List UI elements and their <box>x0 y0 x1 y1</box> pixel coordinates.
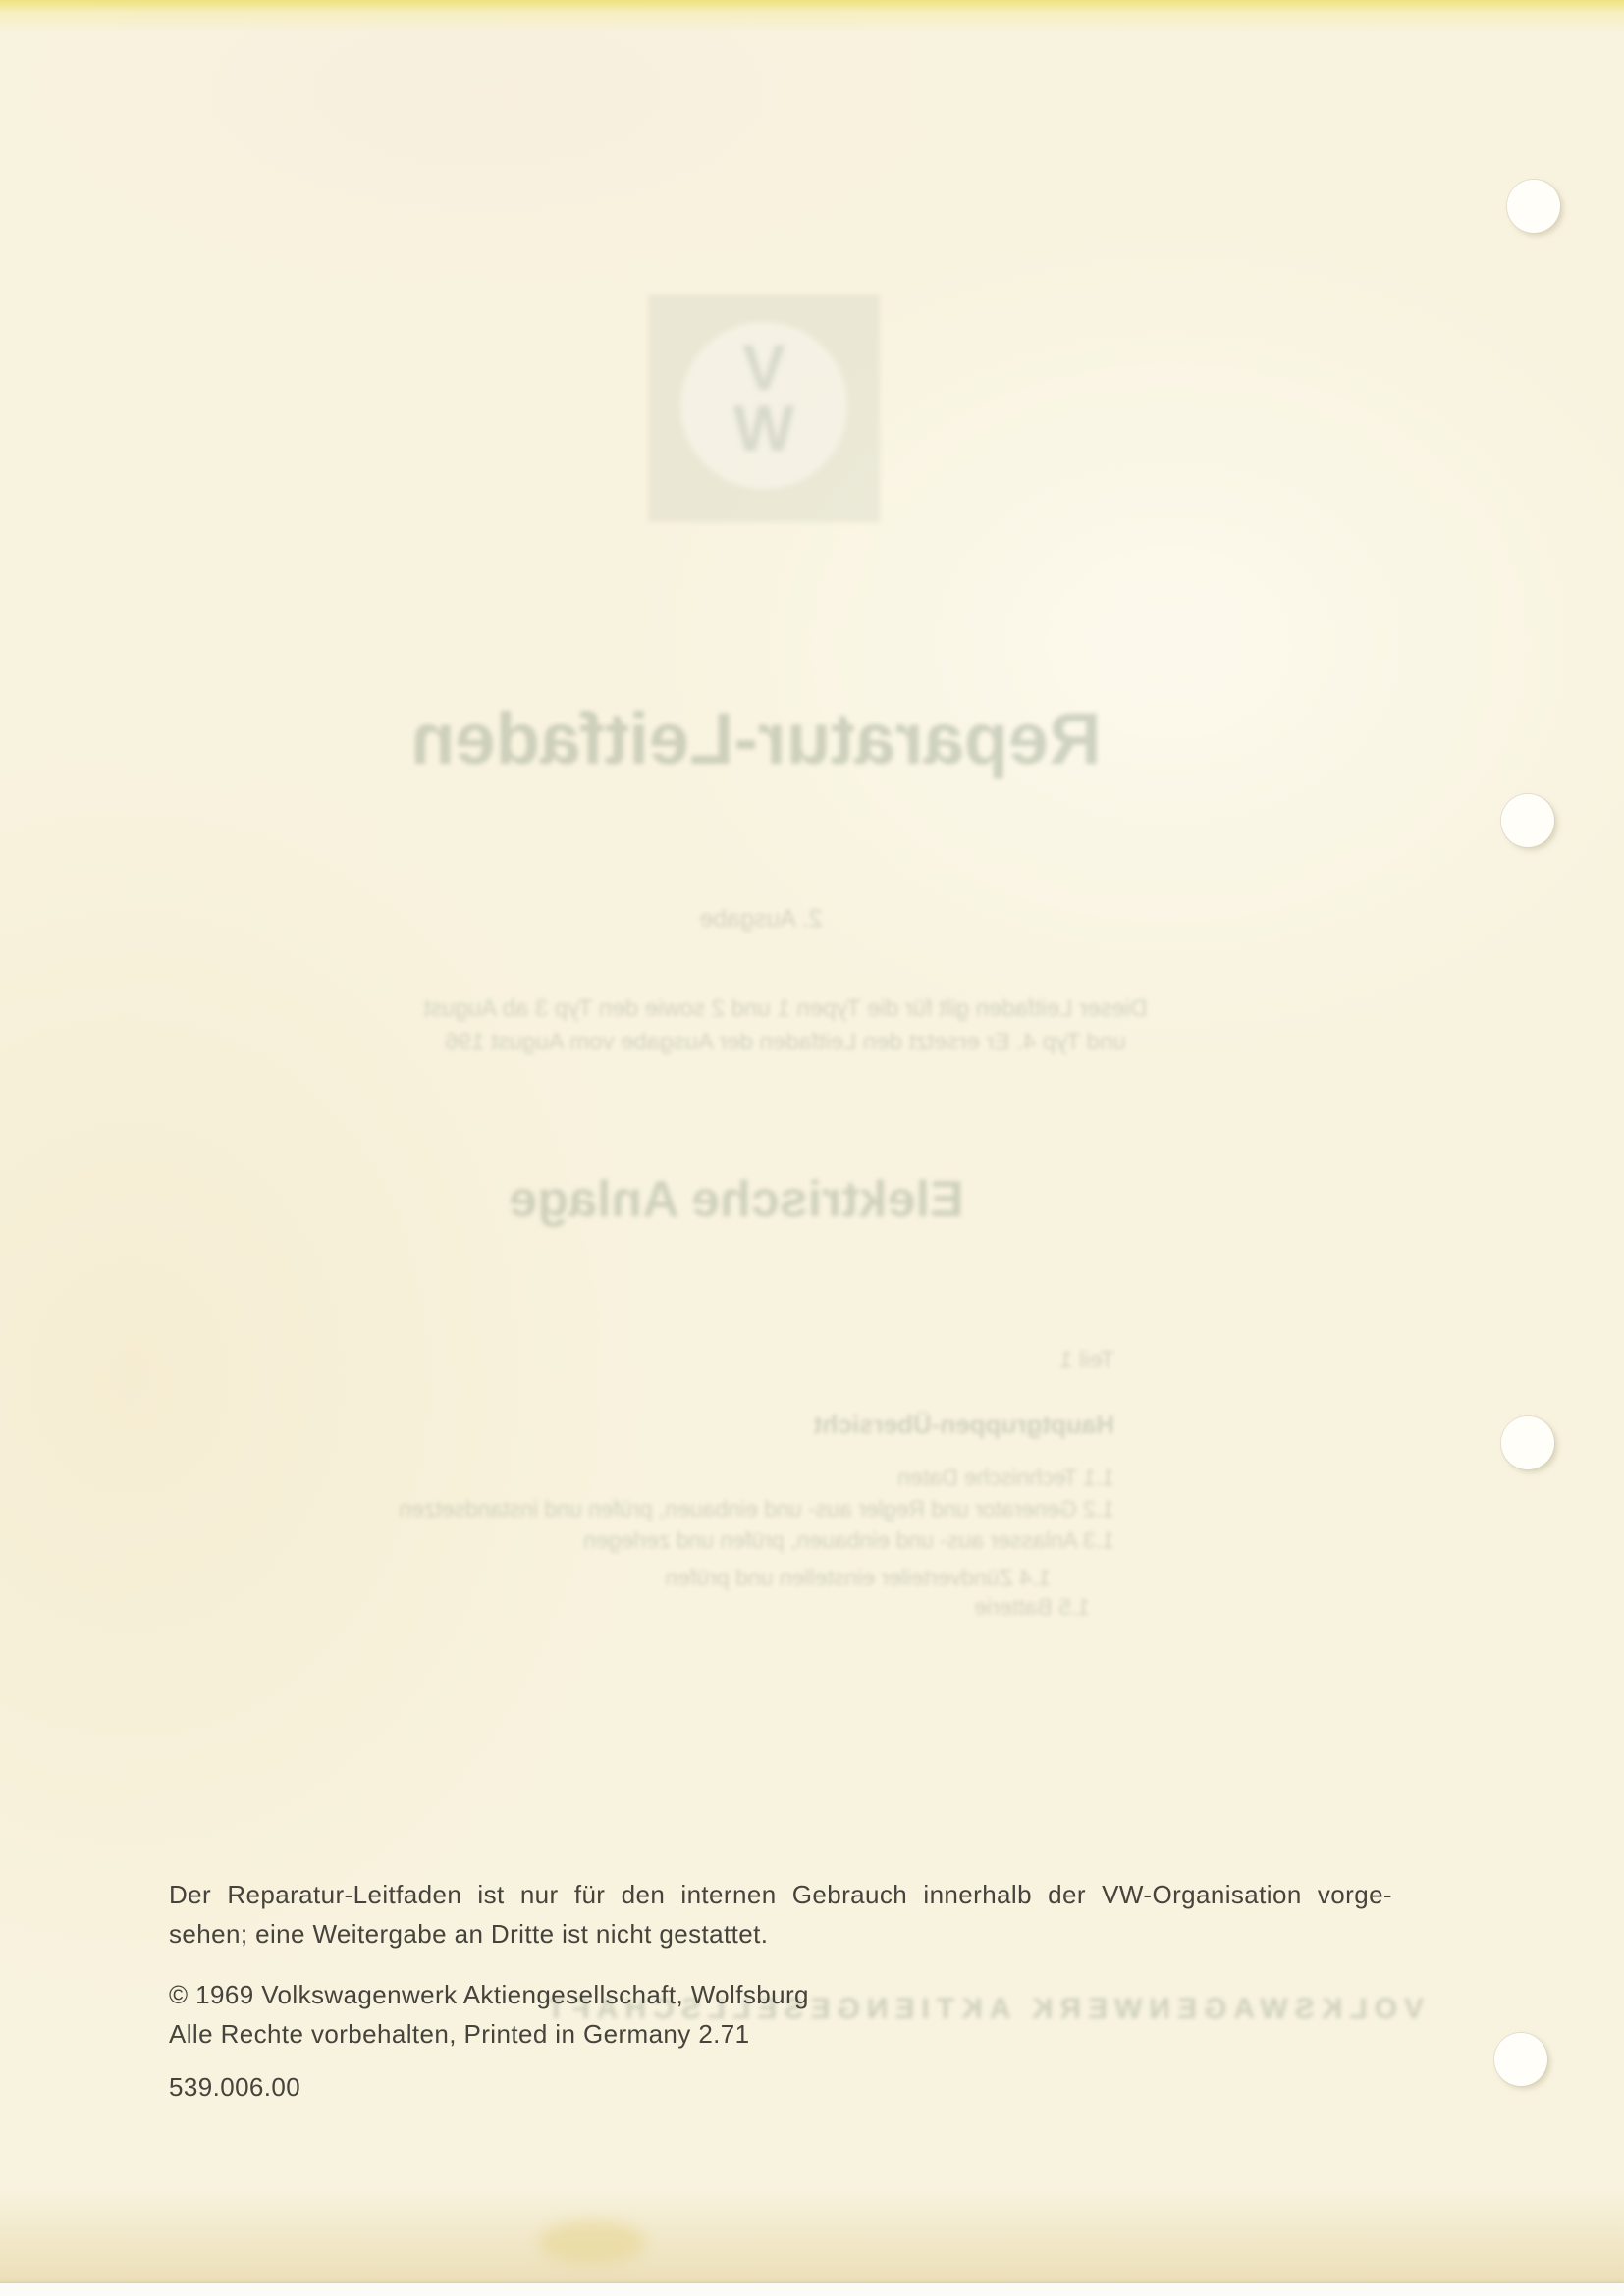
usage-notice-line-2: sehen; eine Weitergabe an Dritte ist nicht gestattet. <box>169 1919 769 1949</box>
ghost-part-label: Teil 1 <box>1058 1347 1114 1373</box>
ghost-toc-heading: Hauptgruppen-Übersicht <box>813 1410 1114 1439</box>
punch-hole-1 <box>1507 180 1560 233</box>
ghost-toc-line: 1.5 Batterie <box>974 1594 1090 1620</box>
paper-stain <box>538 2220 646 2264</box>
ghost-section-title: Elektrische Anlage <box>509 1171 964 1228</box>
vw-logo-v-glyph: V <box>741 331 786 403</box>
vw-logo-ghost <box>648 294 880 522</box>
punch-hole-3 <box>1501 1416 1554 1469</box>
ghost-brand-band: VOLKSWAGENWERK AKTIENGESELLSCHAFT <box>540 1993 1424 2025</box>
paper-top-yellow-edge <box>0 0 1624 33</box>
ghost-toc-line: 1.2 Generator und Regler aus- und einbauen, prüfen und instandsetzen <box>399 1496 1114 1522</box>
scanner-bottom-strip <box>0 2283 1624 2296</box>
ghost-intro-line-2: und Typ 4. Er ersetzt den Leitfaden der Ausgabe vom August 196 <box>445 1029 1126 1055</box>
paper-bottom-tan-edge <box>0 2187 1624 2283</box>
ghost-toc-line: 1.4 Zündverteiler einstellen und prüfen <box>665 1565 1051 1590</box>
ghost-toc-line: 1.1 Technische Daten <box>897 1465 1114 1490</box>
usage-notice-line-1: Der Reparatur-Leitfaden ist nur für den internen Gebrauch innerhalb der VW-Organisation vorge- <box>169 1880 1392 1909</box>
copyright-block <box>169 1975 1392 2054</box>
usage-notice <box>169 1875 1392 1953</box>
vw-logo-w-glyph: W <box>732 392 795 464</box>
ghost-title: Reparatur-Leitfaden <box>410 698 1102 779</box>
ghost-edition: 2. Ausgabe <box>699 905 823 933</box>
publication-number: 539.006.00 <box>169 2072 301 2102</box>
ghost-toc-line: 1.3 Anlasser aus- und einbauen, prüfen und zerlegen <box>583 1527 1114 1553</box>
copyright-line-1: © 1969 Volkswagenwerk Aktiengesellschaft, Wolfsburg <box>169 1980 809 2009</box>
punch-hole-4 <box>1494 2033 1547 2086</box>
copyright-line-2: Alle Rechte vorbehalten, Printed in Germany 2.71 <box>169 2019 750 2049</box>
ghost-intro-line-1: Dieser Leitfaden gilt für die Typen 1 und 2 sowie den Typ 3 ab August <box>423 995 1148 1022</box>
punch-hole-2 <box>1501 794 1554 847</box>
vw-logo-circle <box>680 322 847 489</box>
